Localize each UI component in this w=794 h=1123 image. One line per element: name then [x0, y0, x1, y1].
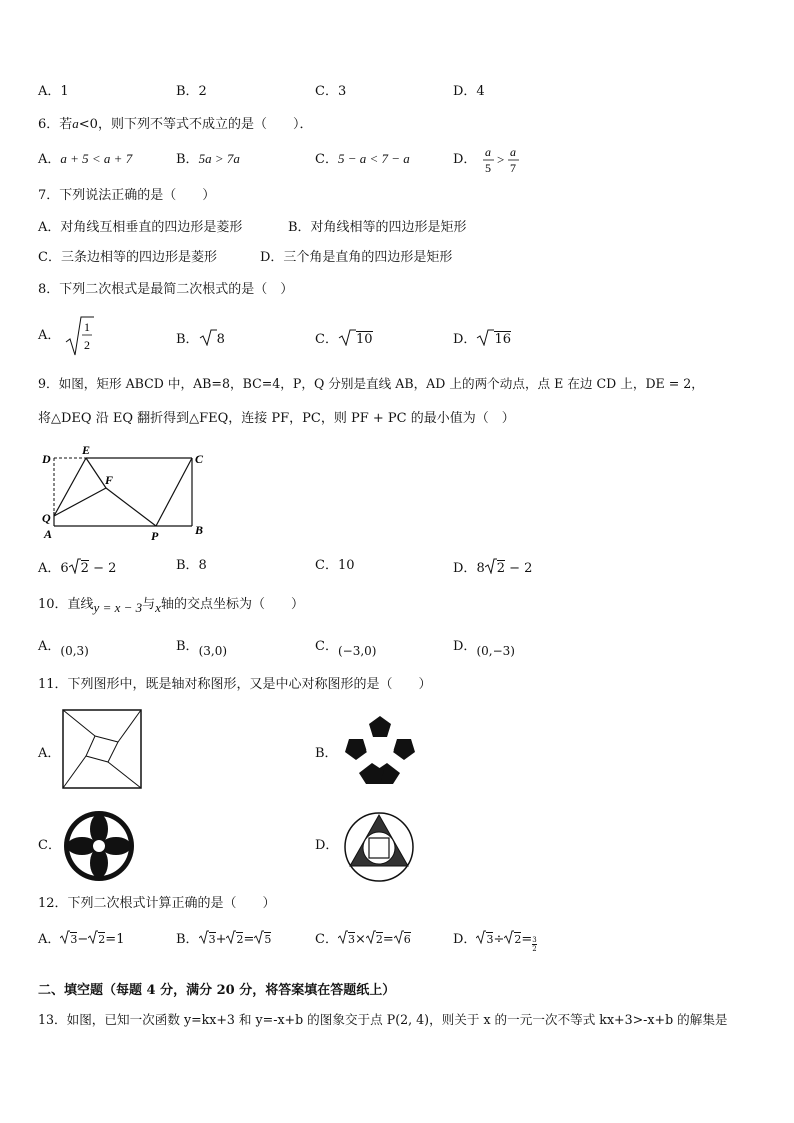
sqrt-symbol-icon	[88, 930, 98, 944]
q9-option-a: A．6 2 − 2	[38, 558, 116, 579]
q9-rectangle-figure	[38, 444, 218, 544]
q11-option-d-label: D．	[315, 838, 339, 853]
sqrt-symbol-icon	[254, 930, 264, 944]
q8-option-b: B． 8	[176, 328, 225, 351]
q6-option-d: D． a 5 > a 7	[453, 144, 523, 176]
label-c: C	[195, 452, 204, 466]
sqrt-symbol-icon	[338, 930, 348, 944]
q10-stem: 10．直线y = x − 3与x轴的交点坐标为（ ）	[38, 597, 304, 615]
q12-stem: 12．下列二次根式计算正确的是（ ）	[38, 896, 276, 911]
sqrt-symbol-icon	[476, 328, 494, 346]
q12-option-d: D． 3÷ 2= $\frac{3}{2}$	[453, 932, 537, 953]
label-e: E	[82, 444, 91, 457]
q10-option-c: C．(−3,0)	[315, 639, 377, 658]
q11-stem: 11．下列图形中，既是轴对称图形，又是中心对称图形的是（ ）	[38, 677, 432, 692]
q8-option-d: D． 16	[453, 328, 511, 351]
q11-option-c-label: C．	[38, 838, 61, 853]
q7-option-d: D．三个角是直角的四边形是矩形	[260, 250, 453, 265]
q11-option-c-circle-figure	[61, 808, 137, 884]
q10-option-d: D．(0,−3)	[453, 639, 515, 658]
sqrt-symbol-icon	[199, 328, 217, 346]
label-b: B	[195, 523, 204, 537]
q7-option-c: C．三条边相等的四边形是菱形	[38, 250, 217, 265]
q12-option-b: B． 3+ 2= 5	[176, 932, 272, 947]
sqrt-symbol-icon	[485, 558, 497, 574]
label-d: D	[42, 452, 51, 466]
q11-option-d-circle-triangle-figure	[342, 810, 416, 884]
sqrt-symbol-icon	[226, 930, 236, 944]
q10-option-b: B．(3,0)	[176, 639, 228, 658]
q5-option-a: A．1	[38, 84, 69, 99]
svg-text:1: 1	[83, 320, 90, 334]
svg-text:>: >	[496, 152, 504, 167]
q6-stem: 6．若a<0，则下列不等式不成立的是（ ）．	[38, 116, 313, 132]
q11-option-a-square-figure	[62, 709, 142, 789]
label-p: P	[151, 529, 159, 543]
section-2-title: 二、填空题（每题 4 分，满分 20 分，将答案填在答题纸上）	[38, 983, 396, 998]
q6-option-a: A．a + 5 < a + 7	[38, 151, 133, 167]
q9-option-d: D．8 2 − 2	[453, 558, 532, 579]
svg-text:7: 7	[509, 161, 516, 175]
q9-option-b: B．8	[176, 558, 207, 573]
sqrt-symbol-icon	[199, 930, 209, 944]
svg-text:a: a	[509, 145, 516, 159]
sqrt-symbol-icon	[366, 930, 376, 944]
q10-option-a: A．(0,3)	[38, 639, 89, 658]
svg-text:2: 2	[83, 338, 90, 352]
q7-option-a: A．对角线互相垂直的四边形是菱形	[38, 220, 243, 235]
q5-option-c: C．3	[315, 84, 347, 99]
q12-option-c: C． 3× 2= 6	[315, 932, 411, 947]
q8-option-a-sqrt-half	[65, 314, 95, 358]
q12-option-a: A． 3− 2=1	[38, 932, 125, 947]
sqrt-symbol-icon	[60, 930, 70, 944]
sqrt-symbol-icon	[476, 930, 486, 944]
svg-text:a: a	[484, 145, 491, 159]
svg-text:5: 5	[484, 161, 491, 175]
q8-option-c: C． 10	[315, 328, 373, 351]
q13-stem: 13．如图，已知一次函数 y=kx+3 和 y=-x+b 的图象交于点 P(2, 4)，则关于 x 的一元一次不等式 kx+3>-x+b 的解集是	[38, 1012, 728, 1027]
label-a: A	[44, 527, 53, 541]
q11-option-b-label: B．	[315, 746, 338, 761]
q11-option-a-label: A．	[38, 746, 61, 761]
q6-option-b: B．5a > 7a	[176, 151, 240, 167]
q5-option-d: D．4	[453, 84, 485, 99]
sqrt-symbol-icon	[69, 558, 81, 574]
q9-stem-line2: 将△DEQ 沿 EQ 翻折得到△FEQ，连接 PF，PC，则 PF + PC 的最小值为（ ）	[38, 411, 515, 426]
q11-option-b-pentagon-figure	[342, 714, 418, 786]
q9-option-c: C．10	[315, 558, 355, 573]
q6-option-c: C．5 − a < 7 − a	[315, 151, 410, 167]
sqrt-symbol-icon	[394, 930, 404, 944]
label-q: Q	[42, 511, 51, 525]
sqrt-symbol-icon	[338, 328, 356, 346]
q7-stem: 7．下列说法正确的是（ ）	[38, 188, 216, 203]
q7-option-b: B．对角线相等的四边形是矩形	[288, 220, 467, 235]
sqrt-symbol-icon	[504, 930, 514, 944]
q12-option-d-fraction: $\frac{3}{2}$	[532, 936, 537, 953]
q9-stem-line1: 9．如图，矩形 ABCD 中，AB=8，BC=4，P，Q 分别是直线 AB，AD 上的两个动点，点 E 在边 CD 上，DE = 2，	[38, 376, 704, 391]
q8-stem: 8．下列二次根式是最简二次根式的是（ ）	[38, 282, 294, 297]
q5-option-b: B．2	[176, 84, 207, 99]
q6-option-d-fraction	[481, 144, 523, 176]
label-f: F	[105, 473, 114, 487]
q8-option-a: A． 1 2	[38, 314, 95, 358]
